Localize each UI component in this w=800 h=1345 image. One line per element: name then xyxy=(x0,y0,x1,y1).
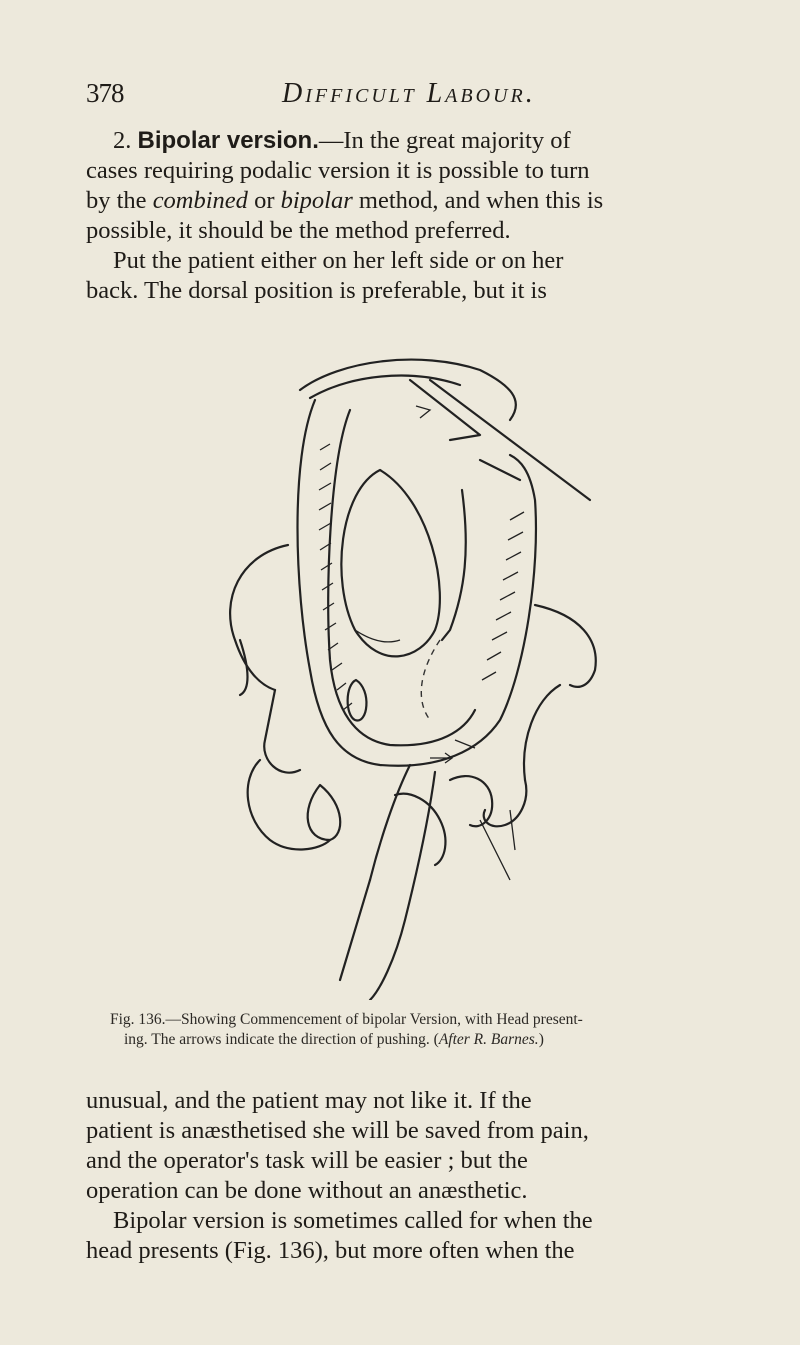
text-line: back. The dorsal position is preferable, but it is xyxy=(86,277,547,304)
text-fragment: —In the great majority of xyxy=(318,127,571,154)
text-line: and the operator's task will be easier ; but the xyxy=(86,1147,528,1174)
text-fragment: by the xyxy=(86,187,153,214)
running-title: Difficult Labour. xyxy=(282,78,536,109)
paragraph-bipolar-version xyxy=(86,126,716,306)
text-line xyxy=(86,186,716,216)
italic-term: bipolar xyxy=(280,187,353,214)
text-line: unusual, and the patient may not like it. If the xyxy=(86,1087,532,1114)
text-fragment: or xyxy=(247,187,281,214)
text-fragment: ) xyxy=(538,1031,544,1048)
text-fragment: method, and when this is xyxy=(352,187,604,214)
running-head xyxy=(86,78,726,118)
italic-attribution: After R. Barnes. xyxy=(438,1031,539,1048)
page-number: 378 xyxy=(86,78,124,108)
section-number: 2. xyxy=(113,127,132,154)
text-line: possible, it should be the method preferred. xyxy=(86,217,511,244)
text-line: operation can be done without an anæsthetic. xyxy=(86,1177,528,1204)
figure-caption xyxy=(110,1010,720,1050)
text-line: head presents (Fig. 136), but more often when the xyxy=(86,1237,575,1264)
text-line: cases requiring podalic version it is possible to turn xyxy=(86,157,590,184)
text-line xyxy=(86,126,716,156)
caption-line xyxy=(110,1030,720,1050)
bipolar-version-illustration xyxy=(180,340,660,1000)
section-heading: Bipolar version. xyxy=(137,127,319,154)
paragraph-continued xyxy=(86,1086,716,1266)
text-line: Bipolar version is sometimes called for when the xyxy=(113,1207,593,1234)
caption-line: Fig. 136.—Showing Commencement of bipolar Version, with Head present- xyxy=(110,1011,583,1028)
text-line: patient is anæsthetised she will be saved from pain, xyxy=(86,1117,589,1144)
italic-term: combined xyxy=(152,187,248,214)
text-fragment: ing. The arrows indicate the direction of pushing. ( xyxy=(124,1031,439,1048)
text-line: Put the patient either on her left side or on her xyxy=(113,247,564,274)
